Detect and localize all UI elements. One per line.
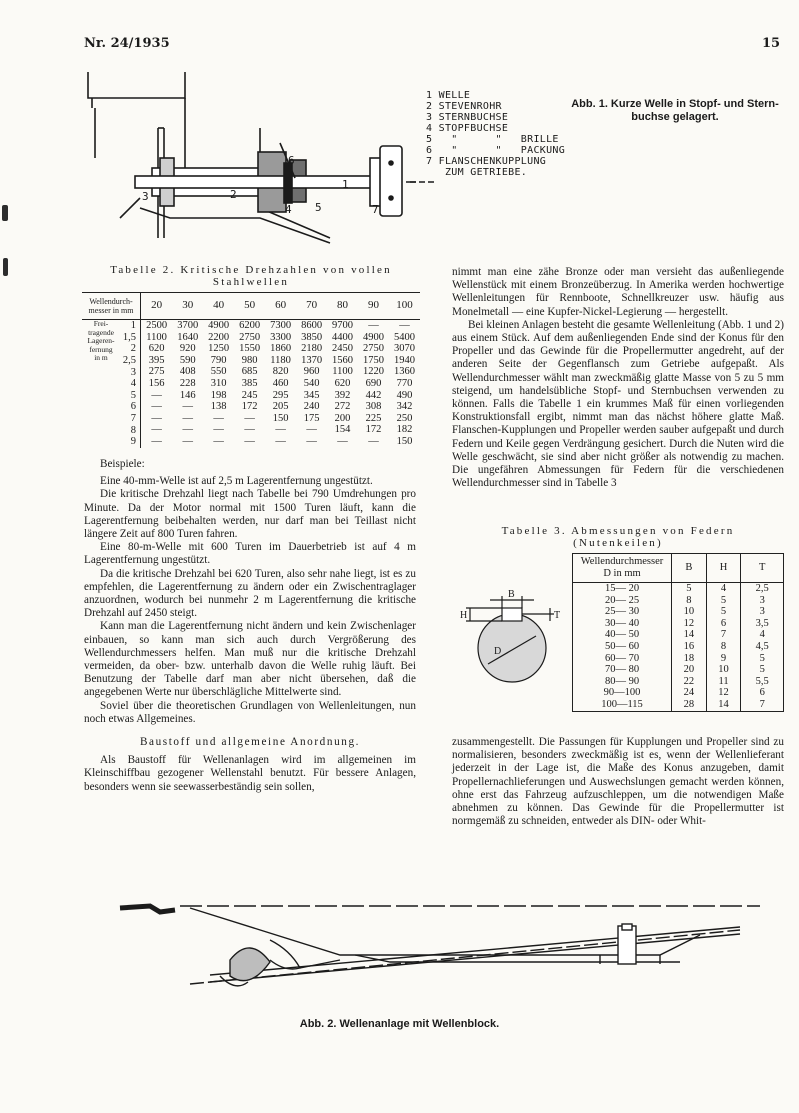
table3-cell: 10 xyxy=(672,606,707,618)
table2-cell: 198 xyxy=(210,389,227,401)
table2-cell: 1550 xyxy=(239,343,261,355)
fig1-label-5: 5 xyxy=(315,201,322,214)
table2-cell: 150 xyxy=(272,412,289,424)
figure2-caption: Abb. 2. Wellenanlage mit Wellenblock. xyxy=(299,1018,500,1030)
table2-cell: 960 xyxy=(303,366,320,378)
table2-cell: 245 xyxy=(241,389,258,401)
table3-cell: 7 xyxy=(706,629,741,641)
table2-row xyxy=(82,320,420,332)
table3-cell: 80— 90 xyxy=(573,676,672,688)
key-label-d: D xyxy=(494,646,502,657)
table2-row xyxy=(82,366,420,378)
table3-cell: 5 xyxy=(741,653,784,665)
table3-cell: 20 xyxy=(672,664,707,676)
table2-cell: — xyxy=(306,424,317,436)
table2-cell: — xyxy=(151,401,162,413)
table3-cell: 6 xyxy=(741,687,784,699)
key-label-t: T xyxy=(554,610,561,621)
paragraph: nimmt man eine zähe Bronze oder man versieht das außenliegende Wellenstück mit einem Bronzeüberzug. In Amerika werden hochwertige Wellenleitungen für Rennboote, Schnellkreuzer usw. häufig aus Monelmetall — eine Kupfer-Nickel-Legierung — hergestellt. xyxy=(452,266,784,318)
table3-cell: 5 xyxy=(706,606,741,618)
table2-cell: — xyxy=(182,424,193,436)
legend-item: 7 FLANSCHENKUPPLUNG xyxy=(426,156,547,167)
table2-cell: — xyxy=(244,412,255,424)
section-heading: Baustoff und allgemeine Anordnung. xyxy=(139,736,361,749)
table2-cell: — xyxy=(213,435,224,447)
table2-cell: 3700 xyxy=(177,320,199,331)
beispiele-label: Beispiele: xyxy=(100,458,145,470)
paragraph: Eine 40-mm-Welle ist auf 2,5 m Lagerentfernung ungestützt. xyxy=(100,475,373,488)
table2-distance-cell: 4 xyxy=(82,378,141,390)
paragraph: Die kritische Drehzahl liegt nach Tabelle bei 790 Umdrehungen pro Minute. Da der Motor normal mit 1500 Turen läuft, kann die Lagerentfernung beibehalten werden, nur darf man bei Teillast nicht längere Zeit auf 800 Turen fahren. xyxy=(84,488,416,541)
table3-cell: 4,5 xyxy=(741,641,784,653)
table2-cell: 138 xyxy=(210,401,227,413)
table3-header: B xyxy=(672,554,707,583)
table3-row xyxy=(573,595,784,607)
table2-row xyxy=(82,413,420,425)
table3-cell: 3 xyxy=(741,595,784,607)
table2-cell: 2180 xyxy=(301,343,323,355)
table2-cell: 1560 xyxy=(332,354,354,366)
table2-cell: — xyxy=(213,412,224,424)
table2-cell: 9700 xyxy=(332,320,354,331)
paragraph: Als Baustoff für Wellenanlagen wird im allgemeinen im Kleinschiffbau gezogener Wellenstahl benutzt. Für bessere Anlagen, besonders wenn sie seewasserbeständig sein sollen, xyxy=(84,754,416,793)
table2-distance-cell: 9 xyxy=(82,436,141,448)
table2-cell: 690 xyxy=(365,377,382,389)
table2 xyxy=(82,292,420,448)
table2-cell: — xyxy=(151,412,162,424)
table2-cell: 392 xyxy=(334,389,351,401)
table3-cell: 18 xyxy=(672,653,707,665)
table3-cell: 6 xyxy=(706,618,741,630)
table3-cell: 14 xyxy=(706,699,741,711)
table2-cell: 590 xyxy=(179,354,196,366)
table2-row xyxy=(82,424,420,436)
table3-cell: 2,5 xyxy=(741,583,784,595)
table3-cell: 25— 30 xyxy=(573,606,672,618)
table2-distance-cell: 6 xyxy=(82,401,141,413)
table2-cell: 310 xyxy=(210,377,227,389)
table2-cell: 1180 xyxy=(270,354,291,366)
table3-cell: 8 xyxy=(672,595,707,607)
table2-cell: 620 xyxy=(334,377,351,389)
table2-distance-cell: 2,5 xyxy=(82,355,141,367)
table3-cell: 5 xyxy=(706,595,741,607)
table3-cell: 8 xyxy=(706,641,741,653)
table3-header: Wellendurchmesser D in mm xyxy=(573,554,672,583)
table2-cell: 345 xyxy=(303,389,320,401)
table2-cell: 150 xyxy=(396,435,413,447)
table3-cell: 30— 40 xyxy=(573,618,672,630)
table2-cell: 275 xyxy=(148,366,165,378)
table3-cell: 70— 80 xyxy=(573,664,672,676)
table3-header: T xyxy=(741,554,784,583)
table2-cell: 342 xyxy=(396,401,413,413)
right-column-bottom xyxy=(452,736,784,828)
table2-row xyxy=(82,343,420,355)
page-number: 15 xyxy=(762,36,781,51)
table2-cell: — xyxy=(306,435,317,447)
legend-item: 2 STEVENROHR xyxy=(426,101,502,112)
figure1-legend xyxy=(426,90,576,178)
table2-cell: 1100 xyxy=(332,366,353,378)
table2-cell: 146 xyxy=(179,389,196,401)
table2-cell: 2450 xyxy=(332,343,354,355)
table2-cell: 490 xyxy=(396,389,413,401)
table3-cell: 16 xyxy=(672,641,707,653)
table3-cell: 12 xyxy=(672,618,707,630)
table2-cell: 2750 xyxy=(363,343,384,355)
fig1-label-6: 6 xyxy=(288,154,295,167)
table3-cell: 22 xyxy=(672,676,707,688)
table3-cell: 50— 60 xyxy=(573,641,672,653)
table2-cell: 240 xyxy=(303,401,320,413)
table2-cell: 172 xyxy=(365,424,382,436)
table3-row xyxy=(573,664,784,676)
table3-row xyxy=(573,629,784,641)
table2-cell: 4400 xyxy=(332,331,354,343)
paragraph: Eine 80-m-Welle mit 600 Turen im Dauerbetrieb ist auf 4 m Lagerentfernung ungestützt. xyxy=(84,541,416,567)
table3-row xyxy=(573,687,784,699)
table2-cell: — xyxy=(151,435,162,447)
table2-cell: 2200 xyxy=(208,331,230,343)
table2-distance-cell: 5 xyxy=(82,390,141,402)
table2-col-header: 20 xyxy=(141,293,173,320)
table2-cell: 4900 xyxy=(208,320,230,331)
legend-item: 5 " " BRILLE xyxy=(426,134,559,145)
table2-cell: 308 xyxy=(365,401,382,413)
table2-cell: 540 xyxy=(303,377,320,389)
paragraph: Kann man die Lagerentfernung nicht ändern und kein Zwischenlager einbauen, so kann man sich auch durch Vergrößerung des Wellendurchmessers helfen. Man muß nur die kritische Drehzahl vermeiden, da ober- bzw. unterhalb davon die Welle ruhig läuft. Bei Benutzung der Tabelle darf man aber nicht übersehen, daß die angegebenen Werte nur überschlägliche Mittelwerte sind. xyxy=(84,620,416,699)
table2-row-group-label: Frei- tragende Lageren- fernung in m xyxy=(87,319,115,363)
table2-cell: 1860 xyxy=(270,343,292,355)
table3-row xyxy=(573,676,784,688)
table2-cell: — xyxy=(213,424,224,436)
table2-col-header: 30 xyxy=(172,293,203,320)
table3-row xyxy=(573,618,784,630)
table2-cell: — xyxy=(244,435,255,447)
binder-hole xyxy=(3,258,8,276)
table2-cell: — xyxy=(244,424,255,436)
table2-cell: — xyxy=(337,435,348,447)
paragraph: Soviel über die theoretischen Grundlagen von Wellenleitungen, nun noch etwas Allgemeines. xyxy=(84,699,416,725)
table2-cell: 295 xyxy=(272,389,289,401)
table2-cell: 790 xyxy=(210,354,227,366)
table3-cell: 20— 25 xyxy=(573,595,672,607)
table3-cell: 100—115 xyxy=(573,699,672,711)
table2-cell: 1100 xyxy=(146,331,167,343)
table2-distance-cell: 7 xyxy=(82,413,141,425)
paragraph: zusammengestellt. Die Passungen für Kupplungen und Propeller sind zu normalisieren, besonders zweckmäßig ist es, wenn der Wellenlieferant jederzeit in der Lage ist, die Maße des Konus anzugeben, damit Propellernachlieferungen und Auswechslungen gemacht werden können, ohne erst das Fahrzeug aufzuschleppen, um die notwendigen Maße abnehmen zu können. Das Gewinde für die Propellermutter ist normgemäß zu schneiden, entweder als DIN- oder Whit- xyxy=(452,736,784,828)
table3-cell: 5,5 xyxy=(741,676,784,688)
key-label-b: B xyxy=(508,589,515,600)
legend-item: 4 STOPFBUCHSE xyxy=(426,123,509,134)
table2-cell: 820 xyxy=(272,366,289,378)
table2-row xyxy=(82,436,420,448)
table3-cell: 12 xyxy=(706,687,741,699)
paragraph: Da die kritische Drehzahl bei 620 Turen, also sehr nahe liegt, ist es zu empfehlen, die Lagerentfernung zu ändern oder ein Zwischentraglager anzuordnen, wodurch bei nunmehr 2 m Lagerentfernung die kritische Drehzahl auf 2450 steigt. xyxy=(84,567,416,620)
table2-cell: 395 xyxy=(148,354,165,366)
table2-row xyxy=(82,401,420,413)
table2-row xyxy=(82,332,420,344)
table2-col-header: 60 xyxy=(265,293,296,320)
table3-header: H xyxy=(706,554,741,583)
table2-cell: 1220 xyxy=(363,366,384,378)
table2-distance-cell: 2 xyxy=(82,343,141,355)
table3-row xyxy=(573,583,784,595)
table3 xyxy=(572,553,784,712)
issue-number: Nr. 24/1935 xyxy=(84,36,170,51)
table2-cell: 172 xyxy=(241,401,258,413)
table2-cell: 460 xyxy=(272,377,289,389)
figure1-drawing xyxy=(80,68,435,258)
table2-row xyxy=(82,378,420,390)
table2-cell: 770 xyxy=(396,377,413,389)
table2-cell: 550 xyxy=(210,366,227,378)
table2-col-header: 80 xyxy=(327,293,358,320)
table2-cell: 228 xyxy=(179,377,196,389)
table2-corner-header: Wellendurch- messer in mm xyxy=(82,293,141,320)
table3-cell: 90—100 xyxy=(573,687,672,699)
table2-cell: — xyxy=(275,435,286,447)
table2-cell: 5400 xyxy=(393,331,415,343)
table2-cell: 1750 xyxy=(363,354,384,366)
table3-cell: 4 xyxy=(741,629,784,641)
key-label-h: H xyxy=(460,610,468,621)
legend-item: 6 " " PACKUNG xyxy=(426,145,566,156)
table2-cell: — xyxy=(182,401,193,413)
table2-cell: 980 xyxy=(241,354,258,366)
table2-distance-cell: 1,5 xyxy=(82,332,141,344)
table2-cell: — xyxy=(182,435,193,447)
table2-cell: 442 xyxy=(365,389,382,401)
table3-subtitle: (Nutenkeilen) xyxy=(573,537,663,549)
table3-cell: 14 xyxy=(672,629,707,641)
table2-cell: 7300 xyxy=(270,320,292,331)
table2-cell: 200 xyxy=(334,412,351,424)
table2-cell: 8600 xyxy=(301,320,323,331)
legend-item: 1 WELLE xyxy=(426,90,471,101)
table3-cell: 5 xyxy=(672,583,707,595)
table2-cell: — xyxy=(151,389,162,401)
table2-col-header: 40 xyxy=(203,293,234,320)
table2-body xyxy=(82,320,420,448)
table2-col-header: 50 xyxy=(234,293,265,320)
table3-cell: 5 xyxy=(741,664,784,676)
table3-cell: 15— 20 xyxy=(573,583,672,595)
table3-cell: 3 xyxy=(741,606,784,618)
table2-cell: 205 xyxy=(272,401,289,413)
table2-cell: 1370 xyxy=(301,354,323,366)
table2-cell: 154 xyxy=(334,424,351,436)
table2-cell: 1360 xyxy=(393,366,415,378)
table2-distance-cell: 1 xyxy=(82,320,141,332)
table3-cell: 40— 50 xyxy=(573,629,672,641)
table2-cell: 385 xyxy=(241,377,258,389)
table2-cell: — xyxy=(275,424,286,436)
table2-cell: 1250 xyxy=(208,343,230,355)
table2-cell: 1940 xyxy=(393,354,415,366)
table3-cell: 9 xyxy=(706,653,741,665)
table2-cell: 920 xyxy=(179,343,196,355)
table2-cell: 6200 xyxy=(239,320,261,331)
table2-cell: — xyxy=(368,435,379,447)
table3-body xyxy=(573,583,784,712)
table3-row xyxy=(573,699,784,711)
fig1-label-3: 3 xyxy=(142,190,149,203)
table3-row xyxy=(573,606,784,618)
figure2-drawing xyxy=(100,880,760,1010)
legend-item: 3 STERNBUCHSE xyxy=(426,112,509,123)
table2-cell: — xyxy=(368,320,379,331)
table2-cell: 182 xyxy=(396,424,413,436)
table2-row xyxy=(82,355,420,367)
table2-distance-cell: 8 xyxy=(82,424,141,436)
table2-title: Tabelle 2. Kritische Drehzahlen von vollen Stahlwellen xyxy=(110,264,392,288)
table3-cell: 3,5 xyxy=(741,618,784,630)
table2-cell: 2500 xyxy=(146,320,168,331)
table3-cell: 11 xyxy=(706,676,741,688)
table2-cell: 272 xyxy=(334,401,351,413)
table2-cell: — xyxy=(182,412,193,424)
table2-cell: 2750 xyxy=(239,331,261,343)
paragraph: Bei kleinen Anlagen besteht die gesamte Wellenleitung (Abb. 1 und 2) aus einem Stück. Auf dem außenliegenden Ende sind der Konus für den Propeller und das Gewinde für die Propellermutter angedreht, auf der anderen Seite der Gegenflansch zum Getriebe aufgepaßt. Als Wellendurchmesser wählt man zweckmäßig glatte Masse von 5 zu 5 mm steigend, um handelsübliche Stopf- und Sternbuchsen verwenden zu können. Falls die Tabelle 1 ein krummes Maß für einen vorliegenden Konstruktionsfall ergibt, nimmt man das nächst höhere glatte Maß. Flanschen-Kupplungen und Propeller werden sauber aufgepaßt und durch Federn und Keile gegen Verdrängung gesichert. Durch die Nuten wird die Welle geschwächt, sie sind aber nicht größer als notwendig zu machen. Die ungefähren Abmessungen für Federn für die verschiedenen Wellendurchmesser sind in Tabelle 3 xyxy=(452,318,784,490)
fig1-label-4: 4 xyxy=(285,203,292,216)
table2-cell: 156 xyxy=(148,377,165,389)
table3-title: Tabelle 3. Abmessungen von Federn xyxy=(501,525,735,537)
right-column-top xyxy=(452,266,784,490)
table3-cell: 10 xyxy=(706,664,741,676)
table2-distance-cell: 3 xyxy=(82,366,141,378)
table2-cell: 685 xyxy=(241,366,258,378)
table2-col-header: 70 xyxy=(296,293,327,320)
table2-row xyxy=(82,390,420,402)
figure1-caption: Abb. 1. Kurze Welle in Stopf- und Stern- buchse gelagert. xyxy=(571,98,779,123)
table2-col-header: 100 xyxy=(389,293,420,320)
table2-cell: 1640 xyxy=(177,331,199,343)
table2-col-header: 90 xyxy=(358,293,389,320)
table2-cell: 225 xyxy=(365,412,382,424)
table2-cell: 408 xyxy=(179,366,196,378)
table3-cell: 7 xyxy=(741,699,784,711)
table2-cell: 3070 xyxy=(393,343,415,355)
fig1-label-7: 7 xyxy=(372,203,379,216)
table2-cell: 3850 xyxy=(301,331,323,343)
fig1-label-2: 2 xyxy=(230,188,237,201)
table2-cell: 3300 xyxy=(270,331,292,343)
table2-cell: 250 xyxy=(396,412,413,424)
table3-row xyxy=(573,641,784,653)
table2-cell: 175 xyxy=(303,412,320,424)
legend-item: ZUM GETRIEBE. xyxy=(426,167,528,178)
table2-cell: — xyxy=(399,320,410,331)
table3-cell: 60— 70 xyxy=(573,653,672,665)
left-column xyxy=(84,458,416,794)
table3-cell: 28 xyxy=(672,699,707,711)
key-diagram xyxy=(454,586,566,692)
fig1-label-1: 1 xyxy=(342,178,349,191)
table2-cell: 4900 xyxy=(363,331,384,343)
table2-cell: 620 xyxy=(148,343,165,355)
binder-hole xyxy=(2,205,8,221)
table3-row xyxy=(573,653,784,665)
table3-cell: 24 xyxy=(672,687,707,699)
table3-cell: 4 xyxy=(706,583,741,595)
table2-cell: — xyxy=(151,424,162,436)
